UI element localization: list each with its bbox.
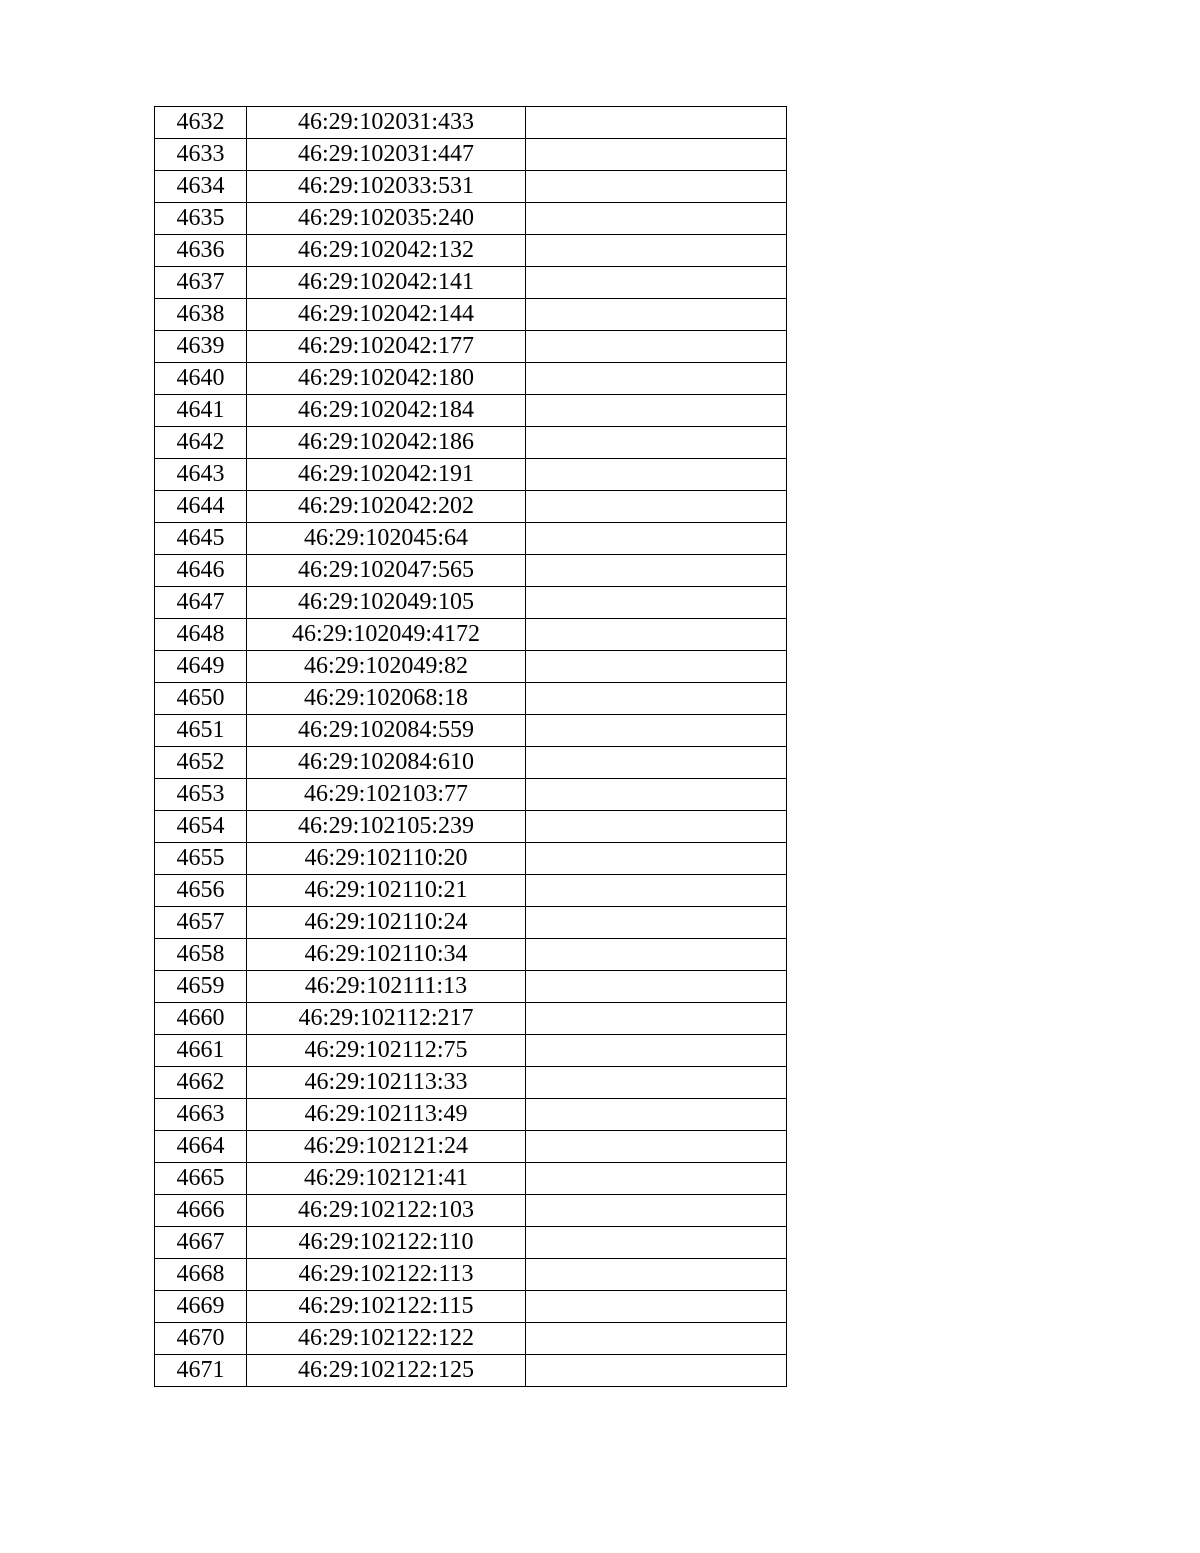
cadastral-number-cell: 46:29:102068:18 — [247, 683, 526, 715]
cadastral-number-cell: 46:29:102105:239 — [247, 811, 526, 843]
note-cell — [526, 1131, 787, 1163]
cadastral-number-cell: 46:29:102111:13 — [247, 971, 526, 1003]
row-number-cell: 4643 — [155, 459, 247, 491]
table-row — [155, 683, 787, 715]
note-cell — [526, 523, 787, 555]
row-number-cell: 4653 — [155, 779, 247, 811]
table-row — [155, 235, 787, 267]
table-row — [155, 107, 787, 139]
note-cell — [526, 1355, 787, 1387]
note-cell — [526, 811, 787, 843]
row-number-cell: 4648 — [155, 619, 247, 651]
table-row — [155, 299, 787, 331]
cadastral-number-cell: 46:29:102042:184 — [247, 395, 526, 427]
cadastral-number-cell: 46:29:102042:180 — [247, 363, 526, 395]
table-row — [155, 427, 787, 459]
row-number-cell: 4671 — [155, 1355, 247, 1387]
table-row — [155, 747, 787, 779]
row-number-cell: 4645 — [155, 523, 247, 555]
row-number-cell: 4656 — [155, 875, 247, 907]
note-cell — [526, 875, 787, 907]
note-cell — [526, 715, 787, 747]
note-cell — [526, 555, 787, 587]
cadastral-number-cell: 46:29:102112:75 — [247, 1035, 526, 1067]
row-number-cell: 4660 — [155, 1003, 247, 1035]
row-number-cell: 4652 — [155, 747, 247, 779]
table-row — [155, 843, 787, 875]
note-cell — [526, 427, 787, 459]
table-body — [155, 107, 787, 1387]
cadastral-number-cell: 46:29:102113:33 — [247, 1067, 526, 1099]
table-row — [155, 939, 787, 971]
cadastral-number-cell: 46:29:102121:41 — [247, 1163, 526, 1195]
row-number-cell: 4661 — [155, 1035, 247, 1067]
cadastral-number-cell: 46:29:102045:64 — [247, 523, 526, 555]
cadastral-number-cell: 46:29:102110:34 — [247, 939, 526, 971]
cadastral-number-cell: 46:29:102049:4172 — [247, 619, 526, 651]
note-cell — [526, 1067, 787, 1099]
row-number-cell: 4670 — [155, 1323, 247, 1355]
table-row — [155, 779, 787, 811]
note-cell — [526, 843, 787, 875]
table-row — [155, 1035, 787, 1067]
row-number-cell: 4637 — [155, 267, 247, 299]
note-cell — [526, 779, 787, 811]
note-cell — [526, 1227, 787, 1259]
cadastral-number-cell: 46:29:102122:125 — [247, 1355, 526, 1387]
cadastral-number-cell: 46:29:102042:144 — [247, 299, 526, 331]
row-number-cell: 4641 — [155, 395, 247, 427]
row-number-cell: 4667 — [155, 1227, 247, 1259]
table-row — [155, 811, 787, 843]
row-number-cell: 4632 — [155, 107, 247, 139]
note-cell — [526, 1323, 787, 1355]
table-row — [155, 459, 787, 491]
cadastral-number-cell: 46:29:102042:177 — [247, 331, 526, 363]
cadastral-number-cell: 46:29:102122:113 — [247, 1259, 526, 1291]
row-number-cell: 4654 — [155, 811, 247, 843]
cadastral-number-cell: 46:29:102049:82 — [247, 651, 526, 683]
row-number-cell: 4655 — [155, 843, 247, 875]
row-number-cell: 4668 — [155, 1259, 247, 1291]
table-row — [155, 1291, 787, 1323]
note-cell — [526, 235, 787, 267]
cadastral-number-table — [154, 106, 787, 1387]
note-cell — [526, 331, 787, 363]
note-cell — [526, 363, 787, 395]
table-row — [155, 363, 787, 395]
table-row — [155, 1259, 787, 1291]
row-number-cell: 4640 — [155, 363, 247, 395]
table-row — [155, 523, 787, 555]
row-number-cell: 4646 — [155, 555, 247, 587]
cadastral-number-cell: 46:29:102042:141 — [247, 267, 526, 299]
row-number-cell: 4634 — [155, 171, 247, 203]
table-row — [155, 395, 787, 427]
cadastral-number-cell: 46:29:102049:105 — [247, 587, 526, 619]
note-cell — [526, 939, 787, 971]
row-number-cell: 4665 — [155, 1163, 247, 1195]
row-number-cell: 4651 — [155, 715, 247, 747]
row-number-cell: 4647 — [155, 587, 247, 619]
table-row — [155, 1163, 787, 1195]
note-cell — [526, 747, 787, 779]
note-cell — [526, 651, 787, 683]
table-row — [155, 555, 787, 587]
table-row — [155, 587, 787, 619]
cadastral-number-cell: 46:29:102084:610 — [247, 747, 526, 779]
row-number-cell: 4669 — [155, 1291, 247, 1323]
cadastral-number-cell: 46:29:102122:115 — [247, 1291, 526, 1323]
note-cell — [526, 459, 787, 491]
row-number-cell: 4666 — [155, 1195, 247, 1227]
note-cell — [526, 139, 787, 171]
cadastral-number-cell: 46:29:102110:21 — [247, 875, 526, 907]
note-cell — [526, 1035, 787, 1067]
table-row — [155, 907, 787, 939]
table-row — [155, 1099, 787, 1131]
row-number-cell: 4636 — [155, 235, 247, 267]
note-cell — [526, 1163, 787, 1195]
cadastral-number-cell: 46:29:102042:132 — [247, 235, 526, 267]
table-row — [155, 267, 787, 299]
row-number-cell: 4650 — [155, 683, 247, 715]
row-number-cell: 4633 — [155, 139, 247, 171]
table-row — [155, 715, 787, 747]
row-number-cell: 4649 — [155, 651, 247, 683]
row-number-cell: 4664 — [155, 1131, 247, 1163]
note-cell — [526, 171, 787, 203]
table-row — [155, 171, 787, 203]
cadastral-number-cell: 46:29:102110:24 — [247, 907, 526, 939]
cadastral-number-cell: 46:29:102031:447 — [247, 139, 526, 171]
note-cell — [526, 267, 787, 299]
table-row — [155, 1323, 787, 1355]
note-cell — [526, 107, 787, 139]
cadastral-number-cell: 46:29:102121:24 — [247, 1131, 526, 1163]
row-number-cell: 4659 — [155, 971, 247, 1003]
row-number-cell: 4642 — [155, 427, 247, 459]
cadastral-number-cell: 46:29:102084:559 — [247, 715, 526, 747]
table-row — [155, 331, 787, 363]
row-number-cell: 4635 — [155, 203, 247, 235]
note-cell — [526, 971, 787, 1003]
cadastral-number-cell: 46:29:102033:531 — [247, 171, 526, 203]
cadastral-number-cell: 46:29:102047:565 — [247, 555, 526, 587]
table-row — [155, 619, 787, 651]
table-row — [155, 1067, 787, 1099]
cadastral-number-cell: 46:29:102112:217 — [247, 1003, 526, 1035]
row-number-cell: 4639 — [155, 331, 247, 363]
note-cell — [526, 1003, 787, 1035]
note-cell — [526, 299, 787, 331]
row-number-cell: 4663 — [155, 1099, 247, 1131]
note-cell — [526, 587, 787, 619]
table-row — [155, 139, 787, 171]
note-cell — [526, 1291, 787, 1323]
row-number-cell: 4657 — [155, 907, 247, 939]
cadastral-number-cell: 46:29:102122:122 — [247, 1323, 526, 1355]
note-cell — [526, 1099, 787, 1131]
cadastral-number-cell: 46:29:102042:186 — [247, 427, 526, 459]
table-row — [155, 651, 787, 683]
table-row — [155, 1003, 787, 1035]
table-row — [155, 1355, 787, 1387]
row-number-cell: 4662 — [155, 1067, 247, 1099]
row-number-cell: 4644 — [155, 491, 247, 523]
cadastral-number-cell: 46:29:102042:202 — [247, 491, 526, 523]
note-cell — [526, 683, 787, 715]
table-row — [155, 971, 787, 1003]
table-row — [155, 1195, 787, 1227]
cadastral-number-cell: 46:29:102110:20 — [247, 843, 526, 875]
note-cell — [526, 907, 787, 939]
note-cell — [526, 203, 787, 235]
cadastral-number-cell: 46:29:102031:433 — [247, 107, 526, 139]
cadastral-number-cell: 46:29:102042:191 — [247, 459, 526, 491]
table-row — [155, 1227, 787, 1259]
note-cell — [526, 491, 787, 523]
table-row — [155, 491, 787, 523]
table-row — [155, 203, 787, 235]
note-cell — [526, 395, 787, 427]
cadastral-number-cell: 46:29:102122:110 — [247, 1227, 526, 1259]
cadastral-number-cell: 46:29:102035:240 — [247, 203, 526, 235]
cadastral-number-cell: 46:29:102122:103 — [247, 1195, 526, 1227]
cadastral-number-cell: 46:29:102113:49 — [247, 1099, 526, 1131]
row-number-cell: 4638 — [155, 299, 247, 331]
note-cell — [526, 619, 787, 651]
note-cell — [526, 1259, 787, 1291]
table-row — [155, 1131, 787, 1163]
table-row — [155, 875, 787, 907]
row-number-cell: 4658 — [155, 939, 247, 971]
note-cell — [526, 1195, 787, 1227]
cadastral-number-cell: 46:29:102103:77 — [247, 779, 526, 811]
